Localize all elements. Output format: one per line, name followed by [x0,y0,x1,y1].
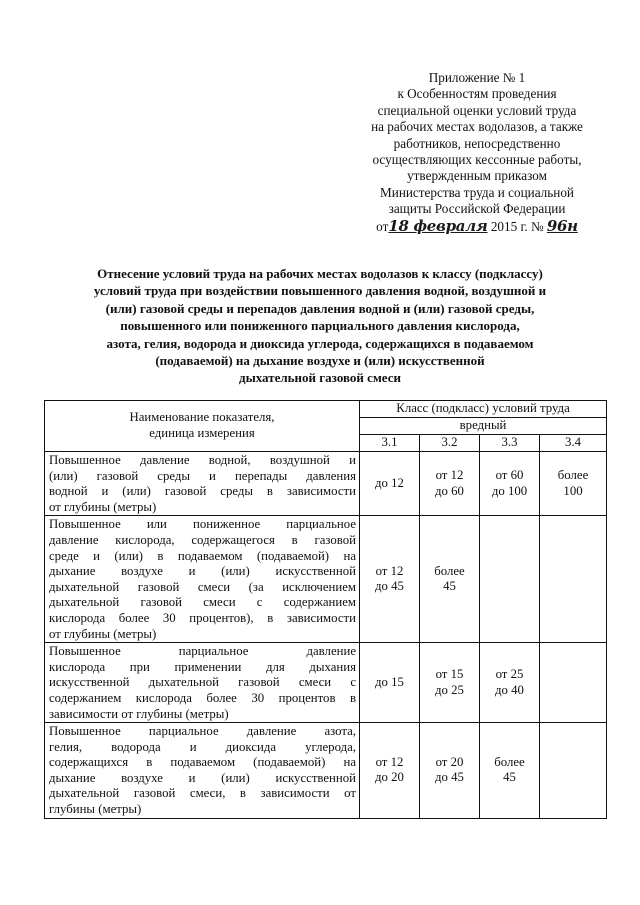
header-class-3-2: 3.2 [420,435,480,452]
indicator-cell [45,452,360,516]
appendix-line: осуществляющих кессонные работы, [372,152,582,168]
header-indicator-line: Наименование показателя, [129,410,275,425]
value-line: от 60 [495,468,524,483]
value-line: от 12 [375,563,404,578]
value-cell-3-3 [480,643,540,723]
appendix-block [352,70,602,235]
indicator-line: дыхательной газовой смеси, в зависимости от [49,786,356,801]
value-cell-3-2 [420,723,480,819]
value-line: от 12 [375,754,404,769]
header-indicator [45,401,360,452]
indicator-line: дыхательной газовой смеси с содержанием [49,595,356,610]
indicator-line: кислорода более 30 процентов), в зависимости [49,610,356,625]
handwritten-date: 18 февраля [388,216,488,235]
appendix-line: защиты Российской Федерации [388,201,566,217]
indicator-line: (или) газовой среды и перепады давления [49,468,356,483]
value-line: более [434,563,465,578]
indicator-line: содержащихся в подаваемом (подаваемой) на [49,755,356,770]
indicator-cell [45,516,360,643]
value-line: 45 [503,770,516,785]
title-line: (или) газовой среды и перепадов давления водной и (или) газовой среды, [105,300,535,316]
table-row [45,516,607,643]
value-cell-3-4 [540,516,607,643]
value-cell-3-3 [480,452,540,516]
indicator-line: глубины (метры) [49,802,142,817]
value-line: до 15 [375,674,404,689]
appendix-line: Министерства труда и социальной [380,184,574,200]
order-prefix: от [376,218,389,234]
title-line: (подаваемой) на дыхание воздухе и (или) искусственной [155,353,485,369]
title-line: дыхательной газовой смеси [239,370,401,386]
appendix-line: утвержденным приказом [407,168,547,184]
value-line: до 60 [435,483,464,498]
header-class-3-4: 3.4 [540,435,607,452]
value-line: 100 [563,483,583,498]
indicator-cell [45,643,360,723]
value-line: до 100 [491,483,528,498]
value-cell-3-2 [420,516,480,643]
value-line: от 20 [435,754,464,769]
value-cell-3-1 [360,452,420,516]
value-cell-3-4 [540,452,607,516]
value-line: от 15 [435,667,464,682]
appendix-line: на рабочих местах водолазов, а также [371,119,583,135]
indicator-line: гелия, водорода и диоксида углерода, [49,739,356,754]
title-line: условий труда при воздействии повышенного давления водной, воздушной и [93,283,547,299]
handwritten-order-number: 96н [546,216,578,235]
indicator-line: от глубины (метры) [49,499,157,514]
value-cell-3-4 [540,643,607,723]
value-line: до 25 [435,682,464,697]
table-row [45,643,607,723]
header-class-3-1: 3.1 [360,435,420,452]
indicator-line: зависимости от глубины (метры) [49,706,229,721]
indicator-line: дыхательной газовой смеси (за исключением [49,579,356,594]
value-cell-3-1 [360,643,420,723]
indicator-line: дыхание воздухе и (или) искусственной [49,564,356,579]
title-line: Отнесение условий труда на рабочих местах водолазов к классу (подклассу) [97,266,543,281]
indicator-line: давление кислорода, содержащегося в газовой [49,532,356,547]
document-title [52,265,588,387]
title-line: азота, гелия, водорода и диоксида углерода, содержащихся в подаваемом [106,335,534,351]
indicator-cell [45,723,360,819]
indicator-line: Повышенное парциальное давление [49,644,356,659]
indicator-line: Повышенное или пониженное парциальное [49,517,356,532]
value-cell-3-2 [420,452,480,516]
value-line: 45 [443,579,456,594]
indicator-line: Повышенное давление водной, воздушной и [49,453,356,467]
value-line: более [494,754,525,769]
indicator-line: дыхание воздухе и (или) искусственной [49,770,356,785]
indicator-line: искусственной дыхательной газовой смеси с [49,675,356,690]
table-row [45,452,607,516]
value-cell-3-3 [480,723,540,819]
order-reference [352,218,602,235]
indicator-line: Повышенное парциальное давление азота, [49,724,356,739]
value-line: до 40 [495,682,524,697]
value-line: до 20 [375,770,404,785]
value-line: до 12 [375,475,404,490]
order-year: 2015 г. № [490,218,544,234]
appendix-line: к Особенностям проведения [397,86,557,102]
value-cell-3-2 [420,643,480,723]
header-class: Класс (подкласс) условий труда [360,401,607,418]
value-line: от 12 [435,468,464,483]
indicator-line: водной и (или) газовой среды в зависимости [49,484,356,499]
value-cell-3-1 [360,516,420,643]
header-row [45,401,607,418]
indicator-line: от глубины (метры) [49,626,157,641]
header-class-3-3: 3.3 [480,435,540,452]
value-line: до 45 [375,579,404,594]
value-cell-3-3 [480,516,540,643]
header-harmful: вредный [360,418,607,435]
value-line: более [557,468,589,483]
indicator-line: содержанием кислорода более 30 процентов в [49,690,356,705]
header-indicator-line: единица измерения [149,426,255,440]
value-cell-3-1 [360,723,420,819]
title-line: повышенного или пониженного парциального давления кислорода, [120,318,520,334]
indicator-line: кислорода при применении для дыхания [49,659,356,674]
value-line: от 25 [495,667,524,682]
appendix-line: Приложение № 1 [428,70,526,85]
appendix-line: работников, непосредственно [393,135,561,151]
indicator-line: среде и (или) в подаваемом (подаваемой) на [49,548,356,563]
conditions-table [44,400,607,819]
value-cell-3-4 [540,723,607,819]
table-row [45,723,607,819]
value-line: до 45 [435,770,464,785]
appendix-line: специальной оценки условий труда [377,102,577,118]
